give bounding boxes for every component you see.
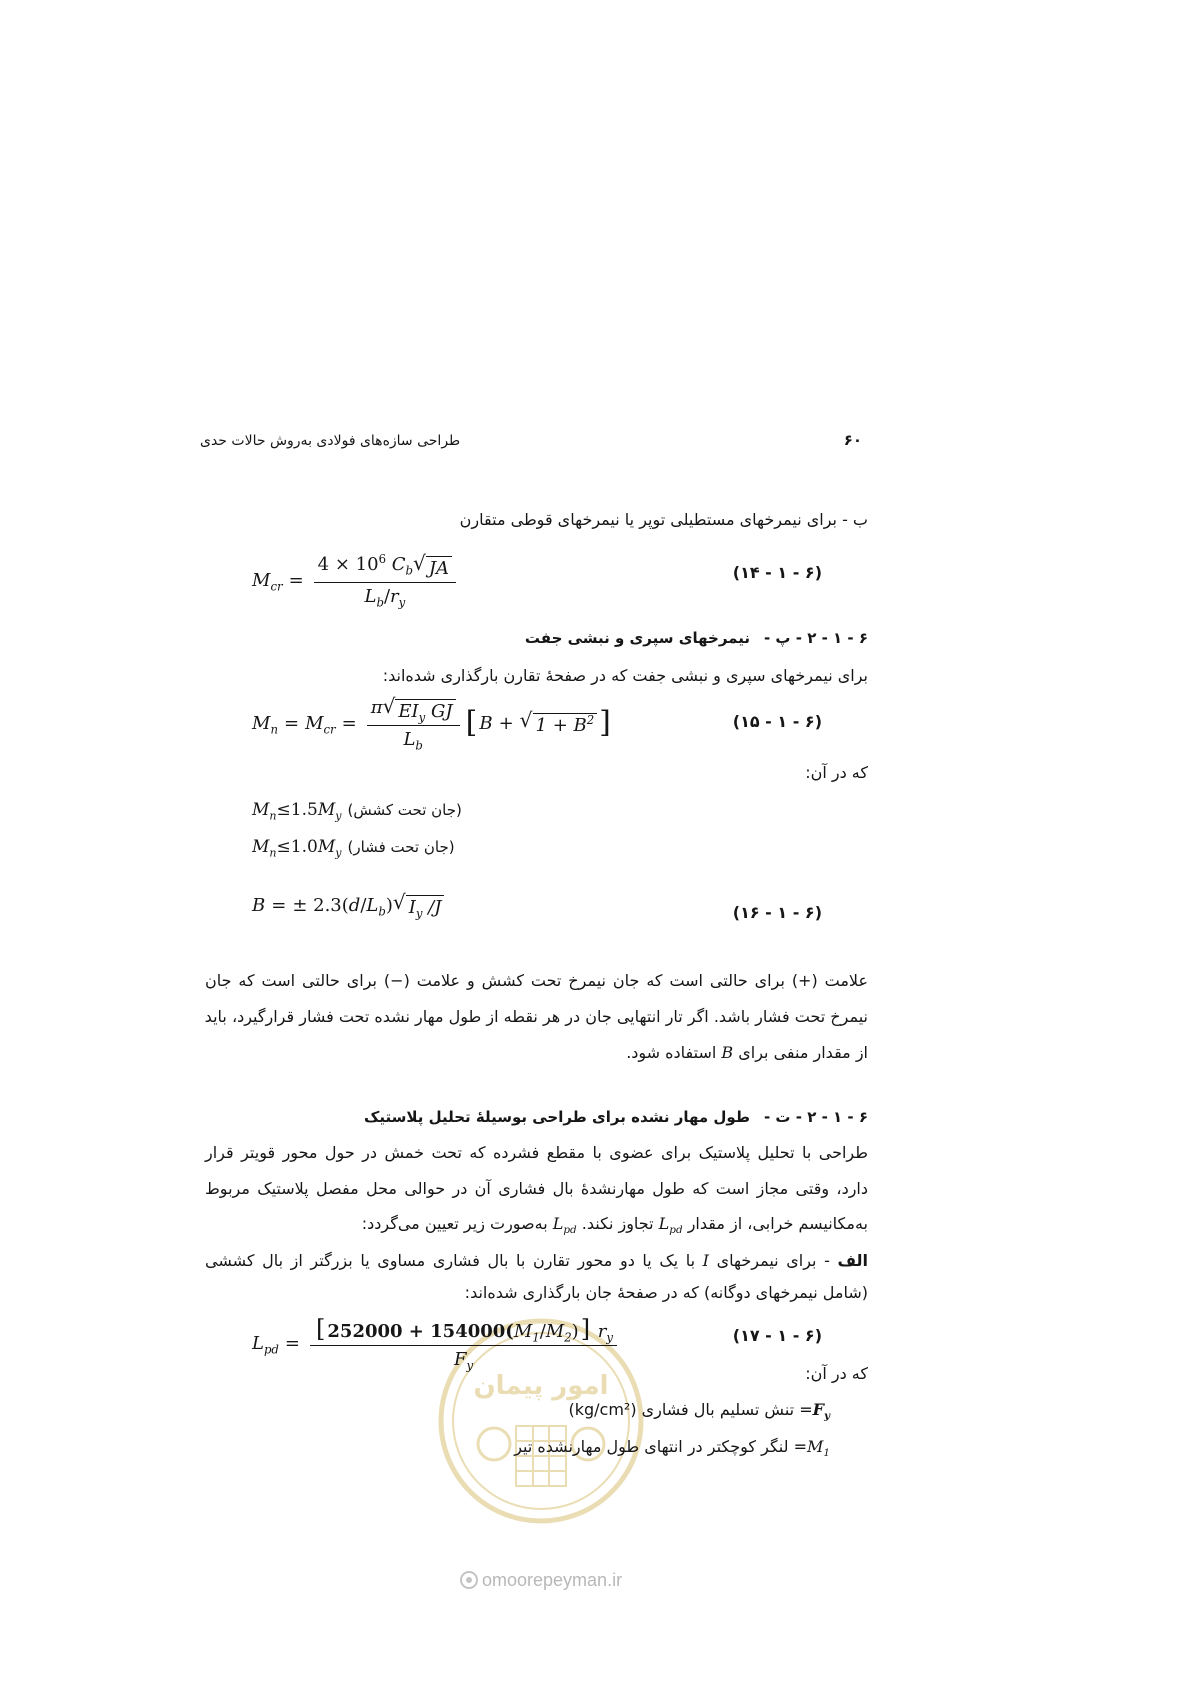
para-plastic-line-3	[205, 1212, 868, 1236]
para-plastic-lpd-2-sub: pd	[563, 1224, 577, 1237]
eq14-radical: √	[413, 551, 426, 575]
section-t-title: طول مهار نشده برای طراحی بوسیلهٔ تحلیل پلاستیک	[363, 1108, 750, 1126]
eq15-plus: +	[498, 712, 514, 734]
seal-text: امور پیمان	[473, 1371, 609, 1401]
cond2-ref: M	[317, 837, 336, 857]
eq17-bracket-close: ]	[580, 1314, 591, 1343]
eq15-equals-2: =	[341, 712, 357, 734]
eq17-ry-var: r	[597, 1320, 607, 1342]
eq17-equals: =	[284, 1332, 301, 1354]
where-label-2: که در آن:	[805, 1364, 868, 1383]
case-alef-text-a: - برای نیمرخهای	[709, 1251, 838, 1270]
eq14-lhs-var: M	[252, 569, 271, 591]
eq15-pi: π	[370, 697, 383, 718]
section-p-number: ۶ - ۱ - ۲ - پ -	[763, 629, 868, 647]
condition-web-tension	[252, 798, 462, 822]
eq17-numerator	[310, 1314, 617, 1346]
cond2-var-sub: n	[269, 846, 277, 860]
eq16-radical: √	[392, 890, 406, 914]
cond1-math	[252, 800, 342, 823]
para-plastic-line-3-c: به‌صورت زیر تعیین می‌گردد:	[361, 1214, 553, 1233]
seal-gear-icon	[478, 1428, 510, 1460]
eq16-root-b: /J	[428, 897, 442, 918]
eq16-sqrt	[392, 890, 445, 921]
eq14-ry: r	[390, 586, 399, 607]
eq14-coef: 4 × 10	[317, 554, 379, 575]
eq14-numerator	[314, 553, 456, 583]
eq14-equals: =	[288, 569, 304, 591]
case-alef-line-1	[205, 1249, 868, 1273]
eq17-m1	[513, 1320, 540, 1345]
para-sign-var-b: B	[721, 1043, 734, 1062]
eq15-lb: L	[403, 729, 416, 750]
eq16-lb-var: L	[366, 894, 379, 916]
para-sign-line-1: علامت (+) برای حالتی است که جان نیمرخ تحت کشش و علامت (−) برای حالتی است که جان	[205, 971, 868, 990]
eq17-paren-close: )	[571, 1320, 579, 1342]
definition-fy	[568, 1398, 830, 1422]
equation-15	[252, 688, 613, 758]
eq15-bracket-close: ]	[599, 705, 611, 740]
definition-m1-text: لنگر کوچکتر در انتهای طول مهارنشده تیر	[514, 1437, 789, 1456]
eq15-denominator	[403, 726, 423, 753]
para-sign-line-3	[205, 1041, 868, 1065]
eq14-cb	[391, 554, 413, 578]
eq17-bracket-open: [	[316, 1314, 326, 1343]
definition-m1-var: M	[806, 1437, 824, 1456]
section-b-heading: ب - برای نیمرخهای مستطیلی توپر یا نیمرخهای قوطی متقارن	[459, 510, 868, 529]
definition-fy-symbol	[812, 1400, 830, 1423]
eq14-lb-sub: b	[376, 595, 384, 610]
cond1-value: 1.5	[290, 800, 318, 820]
eq14-fraction	[314, 551, 456, 610]
cond1-relation: ≤	[276, 800, 291, 820]
eq17-fy-var: F	[453, 1348, 467, 1370]
eq14-lhs	[252, 569, 283, 594]
eq14-lb: L	[364, 586, 377, 607]
definition-fy-equals: =	[799, 1400, 813, 1419]
eq16-lb-sub: b	[378, 904, 386, 919]
eq15-bracket-open: [	[465, 705, 478, 740]
eq15-sqrt-2	[520, 710, 598, 736]
para-plastic-line-3-b: تجاوز نکند.	[576, 1214, 659, 1233]
eq14-cb-sub: b	[405, 563, 413, 578]
eq14-ry-sub: y	[398, 595, 406, 610]
eq15-root2-text: 1 + B	[535, 715, 587, 736]
definition-fy-text: تنش تسلیم بال فشاری	[641, 1400, 795, 1419]
eq15-radical: √	[382, 694, 396, 718]
eq16-slash: /	[360, 894, 367, 916]
eq16-lhs: B	[252, 894, 266, 916]
cond1-ref: M	[317, 800, 336, 820]
para-plastic-line-1: طراحی با تحلیل پلاستیک برای عضوی با مقطع فشرده که تحت خمش در حول محور قویتر قرار	[205, 1143, 868, 1162]
eq15-lhs	[252, 712, 278, 737]
eq15-sqrt	[382, 694, 456, 725]
definition-m1-symbol	[806, 1437, 830, 1460]
para-sign-line-3-a: از مقدار منفی برای	[733, 1043, 868, 1062]
para-plastic-lpd-1-var: L	[658, 1214, 670, 1233]
eq15-root2-exp: 2	[586, 713, 595, 727]
eq15-lhs-sub: n	[270, 722, 278, 737]
eq14-lhs-sub: cr	[270, 579, 283, 594]
para-plastic-line-3-a: به‌مکانیسم خرابی، از مقدار	[682, 1214, 868, 1233]
definition-fy-unit: (kg/cm²)	[568, 1400, 637, 1419]
eq16-equals: =	[271, 894, 287, 916]
case-alef-text-b: با یک یا دو محور تقارن با بال فشاری مساوی یا بزرگتر از بال کششی	[205, 1251, 703, 1270]
page-number: ۶۰	[843, 431, 862, 449]
section-p-heading	[205, 626, 868, 650]
equation-14	[252, 545, 460, 615]
equation-14-number: (۶ - ۱ - ۱۴)	[732, 563, 822, 582]
eq17-fy-sub: y	[466, 1358, 474, 1373]
equation-16-number: (۶ - ۱ - ۱۶)	[732, 903, 822, 922]
definition-fy-var: F	[812, 1400, 824, 1419]
cond2-value: 1.0	[290, 837, 318, 857]
eq14-denominator	[364, 583, 406, 610]
cond1-note: (جان تحت کشش)	[347, 801, 462, 819]
site-logo-icon	[460, 1571, 478, 1589]
eq14-cb-var: C	[391, 554, 406, 575]
eq15-root-2	[533, 713, 598, 736]
cond2-ref-sub: y	[335, 846, 342, 860]
eq17-lhs-var: L	[252, 1332, 264, 1354]
eq14-exp: 6	[378, 552, 386, 566]
site-watermark	[460, 1568, 622, 1592]
cond2-note: (جان تحت فشار)	[347, 838, 455, 856]
eq17-m1-var: M	[513, 1320, 533, 1342]
eq15-root-a-sub: y	[418, 710, 426, 725]
eq15-fraction	[367, 694, 460, 753]
eq17-m1-sub: 1	[532, 1330, 540, 1345]
eq17-const: 252000 + 154000(	[327, 1320, 514, 1342]
eq16-root-a-sub: y	[415, 906, 423, 921]
para-sign-line-3-b: استفاده شود.	[626, 1043, 722, 1062]
definition-m1-equals: =	[793, 1437, 807, 1456]
eq15-mcr-var: M	[305, 712, 324, 734]
eq14-root: JA	[426, 556, 452, 579]
eq17-slash: /	[539, 1320, 546, 1342]
case-alef-var-i: I	[702, 1251, 709, 1270]
eq16-d: d	[348, 894, 361, 916]
para-plastic-line-2: دارد، وقتی مجاز است که طول مهارنشدهٔ بال فشاری آن در حوالی محل مفصل پلاستیک مربوط	[205, 1179, 868, 1198]
definition-m1	[514, 1435, 830, 1459]
section-t-number: ۶ - ۱ - ۲ - ت -	[763, 1108, 868, 1126]
eq17-lhs	[252, 1332, 279, 1357]
where-label-1: که در آن:	[805, 763, 868, 782]
cond2-relation: ≤	[276, 837, 291, 857]
para-plastic-lpd-1-sub: pd	[669, 1224, 683, 1237]
eq15-mcr	[305, 712, 336, 737]
cond1-var: M	[252, 800, 270, 820]
eq16-close: )	[385, 894, 393, 916]
eq15-lb-sub: b	[415, 738, 423, 753]
section-t-heading	[205, 1105, 868, 1129]
eq17-lhs-sub: pd	[263, 1342, 279, 1357]
para-plastic-lpd-1	[658, 1214, 683, 1237]
eq15-root-b: GJ	[431, 701, 453, 722]
definition-m1-sub: 1	[823, 1447, 830, 1460]
cond1-ref-sub: y	[335, 809, 342, 823]
eq14-sqrt	[413, 553, 452, 579]
case-alef-label: الف	[837, 1251, 869, 1270]
cond2-var: M	[252, 837, 270, 857]
eq15-mcr-sub: cr	[323, 722, 336, 737]
definition-fy-sub: y	[823, 1410, 830, 1423]
para-plastic-lpd-2-var: L	[552, 1214, 564, 1233]
site-watermark-text: omoorepeyman.ir	[482, 1570, 623, 1590]
section-p-title: نیمرخهای سپری و نبشی جفت	[524, 629, 750, 647]
eq15-b: B	[479, 712, 493, 734]
running-header-title: طراحی سازه‌های فولادی به‌روش حالات حدی	[200, 433, 461, 449]
eq15-radical-2: √	[519, 708, 533, 732]
condition-web-compression	[252, 835, 455, 859]
cond1-var-sub: n	[269, 809, 277, 823]
eq15-equals-1: =	[283, 712, 300, 734]
eq15-root	[395, 699, 455, 725]
eq17-m2-sub: 2	[564, 1330, 572, 1345]
equation-15-number: (۶ - ۱ - ۱۵)	[732, 712, 822, 731]
para-plastic-lpd-2	[552, 1214, 577, 1237]
equation-17-number: (۶ - ۱ - ۱۷)	[732, 1326, 822, 1345]
eq15-lhs-var: M	[252, 712, 271, 734]
eq17-m2-var: M	[545, 1320, 565, 1342]
eq16-root	[406, 895, 445, 921]
eq17-ry	[597, 1320, 614, 1345]
equation-16	[252, 885, 444, 925]
eq15-numerator	[367, 696, 460, 726]
eq14-den-slash: /	[383, 586, 391, 607]
eq17-m2	[545, 1320, 572, 1345]
cond2-math	[252, 837, 342, 860]
eq16-lb	[366, 894, 386, 919]
case-alef-line-2: (شامل نیمرخهای دوگانه) که در صفحهٔ جان بارگذاری شده‌اند:	[464, 1283, 868, 1302]
eq16-coef: ± 2.3(	[292, 894, 349, 916]
section-p-intro: برای نیمرخهای سپری و نبشی جفت که در صفحهٔ تقارن بارگذاری شده‌اند:	[382, 666, 868, 685]
para-sign-line-2: نیمرخ تحت فشار باشد. اگر تار انتهایی جان در هر نقطه از طول مهار نشده تحت فشار قرارگیرد، باید	[204, 1007, 868, 1026]
eq16-root-a: I	[408, 897, 416, 918]
eq15-root-a: EI	[398, 701, 419, 722]
eq17-ry-sub: y	[606, 1330, 614, 1345]
